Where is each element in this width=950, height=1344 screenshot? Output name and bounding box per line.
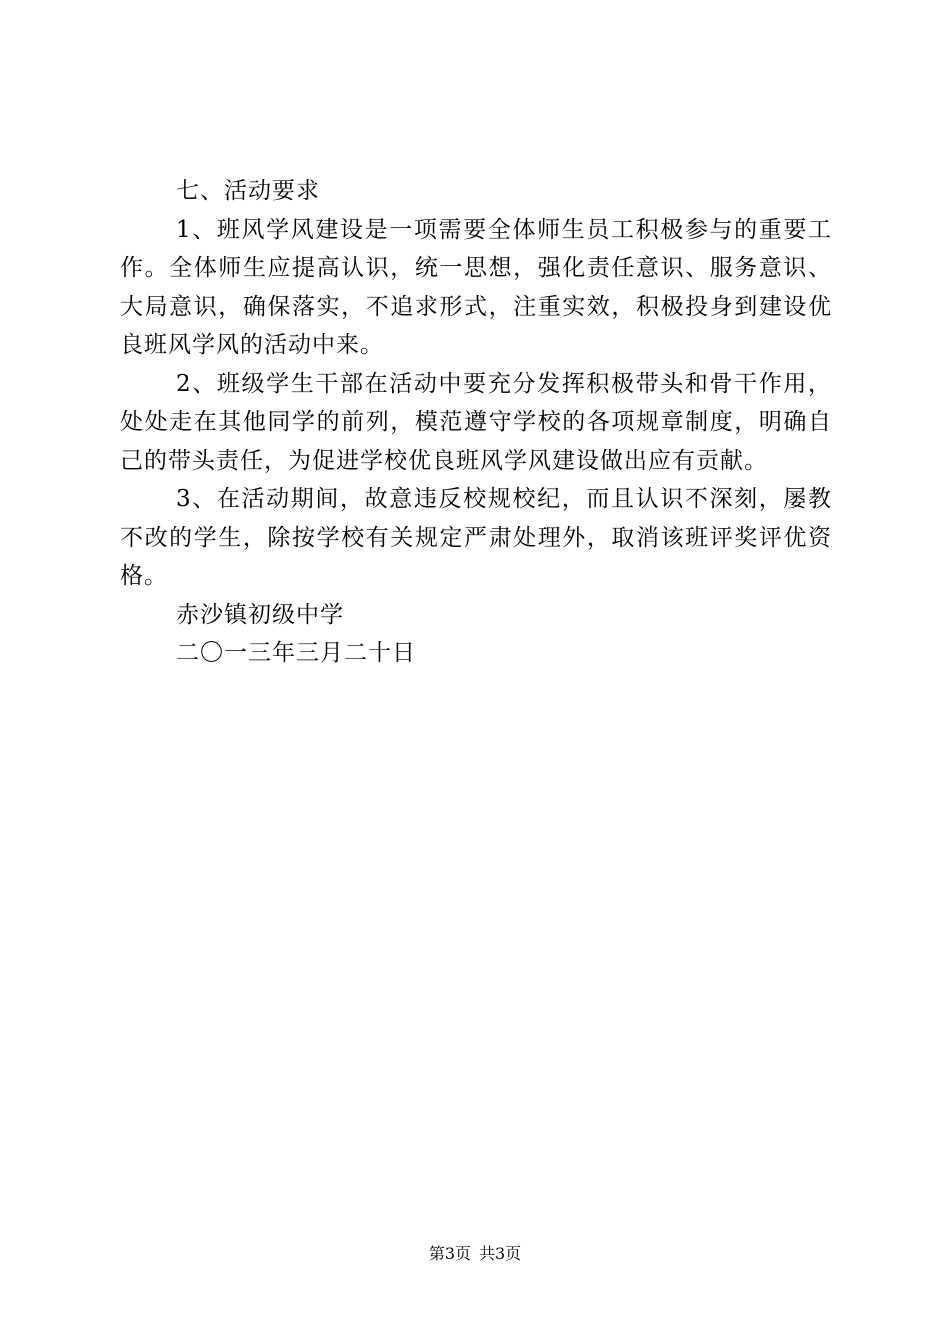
signature-organization: 赤沙镇初级中学: [176, 601, 344, 628]
page-number-current: 第3页: [428, 1244, 471, 1263]
page-number-total: 共3页: [479, 1244, 522, 1263]
section-heading: 七、活动要求: [176, 178, 320, 204]
paragraph-1: 1、班风学风建设是一项需要全体师生员工积极参与的重要工作。全体师生应提高认识，统一思想，强化责任意识、服务意识、大局意识，确保落实，不追求形式，注重实效，积极投身到建设优良班风学风的活动中来。: [120, 216, 832, 358]
signature-date: 二〇一三年三月二十日: [176, 640, 416, 666]
paragraph-3: 3、在活动期间，故意违反校规校纪，而且认识不深刻，屡教不改的学生，除按学校有关规定严肃处理外，取消该班评奖评优资格。: [120, 486, 832, 589]
paragraph-2: 2、班级学生干部在活动中要充分发挥积极带头和骨干作用，处处走在其他同学的前列，模范遵守学校的各项规章制度，明确自己的带头责任，为促进学校优良班风学风建设做出应有贡献。: [120, 370, 832, 474]
page-footer: [0, 1244, 950, 1264]
document-body: [120, 172, 832, 673]
